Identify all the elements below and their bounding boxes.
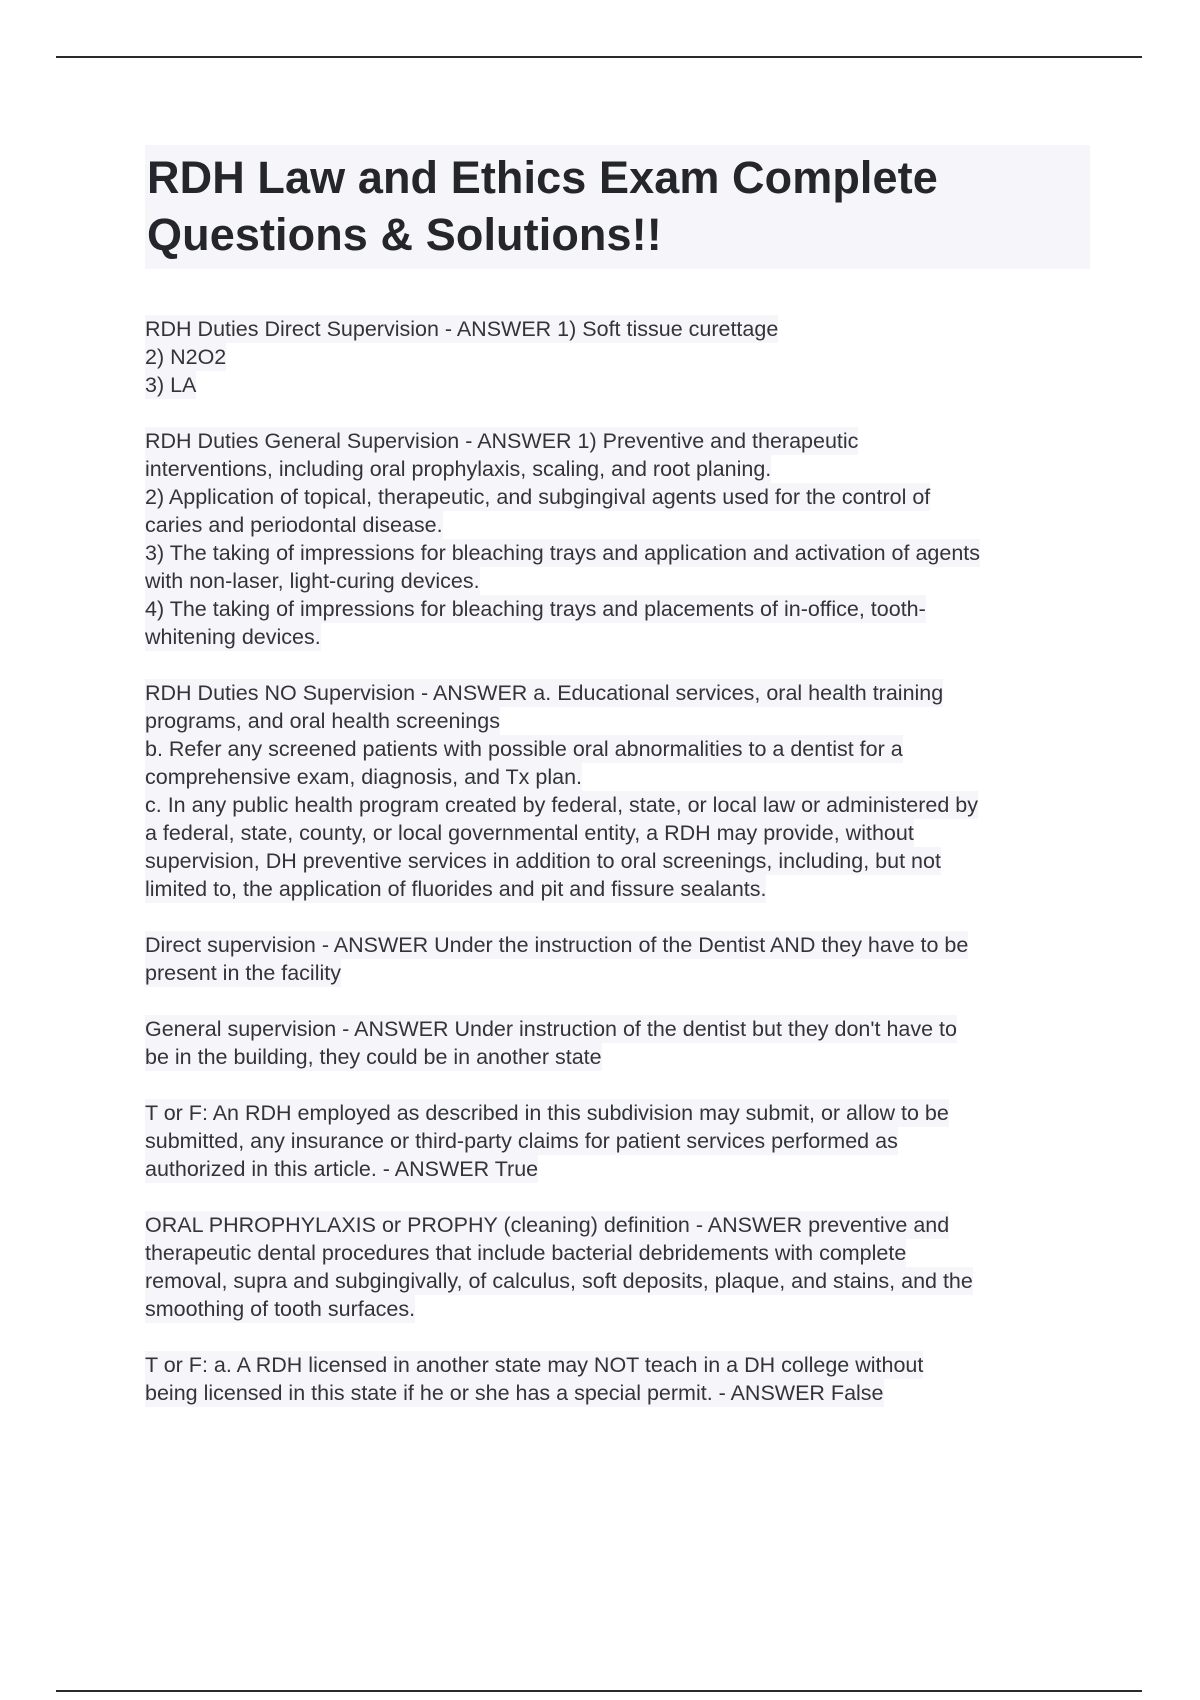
qa-line: programs, and oral health screenings — [145, 709, 500, 733]
qa-line: c. In any public health program created by federal, state, or local law or administered by — [145, 793, 978, 817]
qa-line: T or F: An RDH employed as described in this subdivision may submit, or allow to be — [145, 1101, 949, 1125]
qa-line: limited to, the application of fluorides and pit and fissure sealants. — [145, 877, 767, 901]
qa-line: b. Refer any screened patients with possible oral abnormalities to a dentist for a — [145, 737, 903, 761]
qa-line: 2) N2O2 — [145, 345, 227, 369]
qa-line: removal, supra and subgingivally, of calculus, soft deposits, plaque, and stains, and the — [145, 1269, 973, 1293]
qa-line: RDH Duties General Supervision - ANSWER 1) Preventive and therapeutic — [145, 429, 859, 453]
qa-line: whitening devices. — [145, 625, 321, 649]
qa-line: General supervision - ANSWER Under instruction of the dentist but they don't have to — [145, 1017, 957, 1041]
qa-entry — [145, 315, 1090, 399]
qa-line: interventions, including oral prophylaxis, scaling, and root planing. — [145, 457, 772, 481]
qa-line: therapeutic dental procedures that include bacterial debridements with complete — [145, 1241, 907, 1265]
title-line-2: Questions & Solutions!! — [147, 209, 662, 260]
qa-line: Direct supervision - ANSWER Under the instruction of the Dentist AND they have to be — [145, 933, 969, 957]
qa-line: RDH Duties Direct Supervision - ANSWER 1) Soft tissue curettage — [145, 317, 779, 341]
qa-line: 3) The taking of impressions for bleaching trays and application and activation of agents — [145, 541, 981, 565]
qa-entry — [145, 427, 1090, 651]
qa-line: authorized in this article. - ANSWER True — [145, 1157, 539, 1181]
qa-line: present in the facility — [145, 961, 341, 985]
qa-entry — [145, 679, 1090, 903]
qa-line: 3) LA — [145, 373, 197, 397]
qa-entry — [145, 1351, 1090, 1407]
qa-line: 2) Application of topical, therapeutic, and subgingival agents used for the control of — [145, 485, 931, 509]
title-line-1: RDH Law and Ethics Exam Complete — [147, 152, 938, 203]
qa-line: submitted, any insurance or third-party claims for patient services performed as — [145, 1129, 898, 1153]
qa-line: comprehensive exam, diagnosis, and Tx plan. — [145, 765, 583, 789]
qa-line: smoothing of tooth surfaces. — [145, 1297, 416, 1321]
qa-line: being licensed in this state if he or she has a special permit. - ANSWER False — [145, 1381, 884, 1405]
qa-line: T or F: a. A RDH licensed in another state may NOT teach in a DH college without — [145, 1353, 924, 1377]
qa-line: supervision, DH preventive services in addition to oral screenings, including, but not — [145, 849, 941, 873]
qa-line: ORAL PHROPHYLAXIS or PROPHY (cleaning) definition - ANSWER preventive and — [145, 1213, 950, 1237]
header-rule — [56, 56, 1142, 58]
qa-line: a federal, state, county, or local governmental entity, a RDH may provide, without — [145, 821, 914, 845]
footer-rule — [56, 1690, 1142, 1692]
qa-line: caries and periodontal disease. — [145, 513, 443, 537]
qa-line: RDH Duties NO Supervision - ANSWER a. Educational services, oral health training — [145, 681, 944, 705]
qa-entry — [145, 931, 1090, 987]
qa-entry — [145, 1211, 1090, 1323]
document-body — [145, 145, 1090, 1435]
qa-line: be in the building, they could be in another state — [145, 1045, 602, 1069]
qa-list — [145, 315, 1090, 1407]
qa-line: 4) The taking of impressions for bleaching trays and placements of in-office, tooth- — [145, 597, 926, 621]
qa-entry — [145, 1099, 1090, 1183]
qa-entry — [145, 1015, 1090, 1071]
qa-line: with non-laser, light-curing devices. — [145, 569, 480, 593]
title-block — [145, 145, 1090, 269]
document-title — [147, 149, 1090, 263]
